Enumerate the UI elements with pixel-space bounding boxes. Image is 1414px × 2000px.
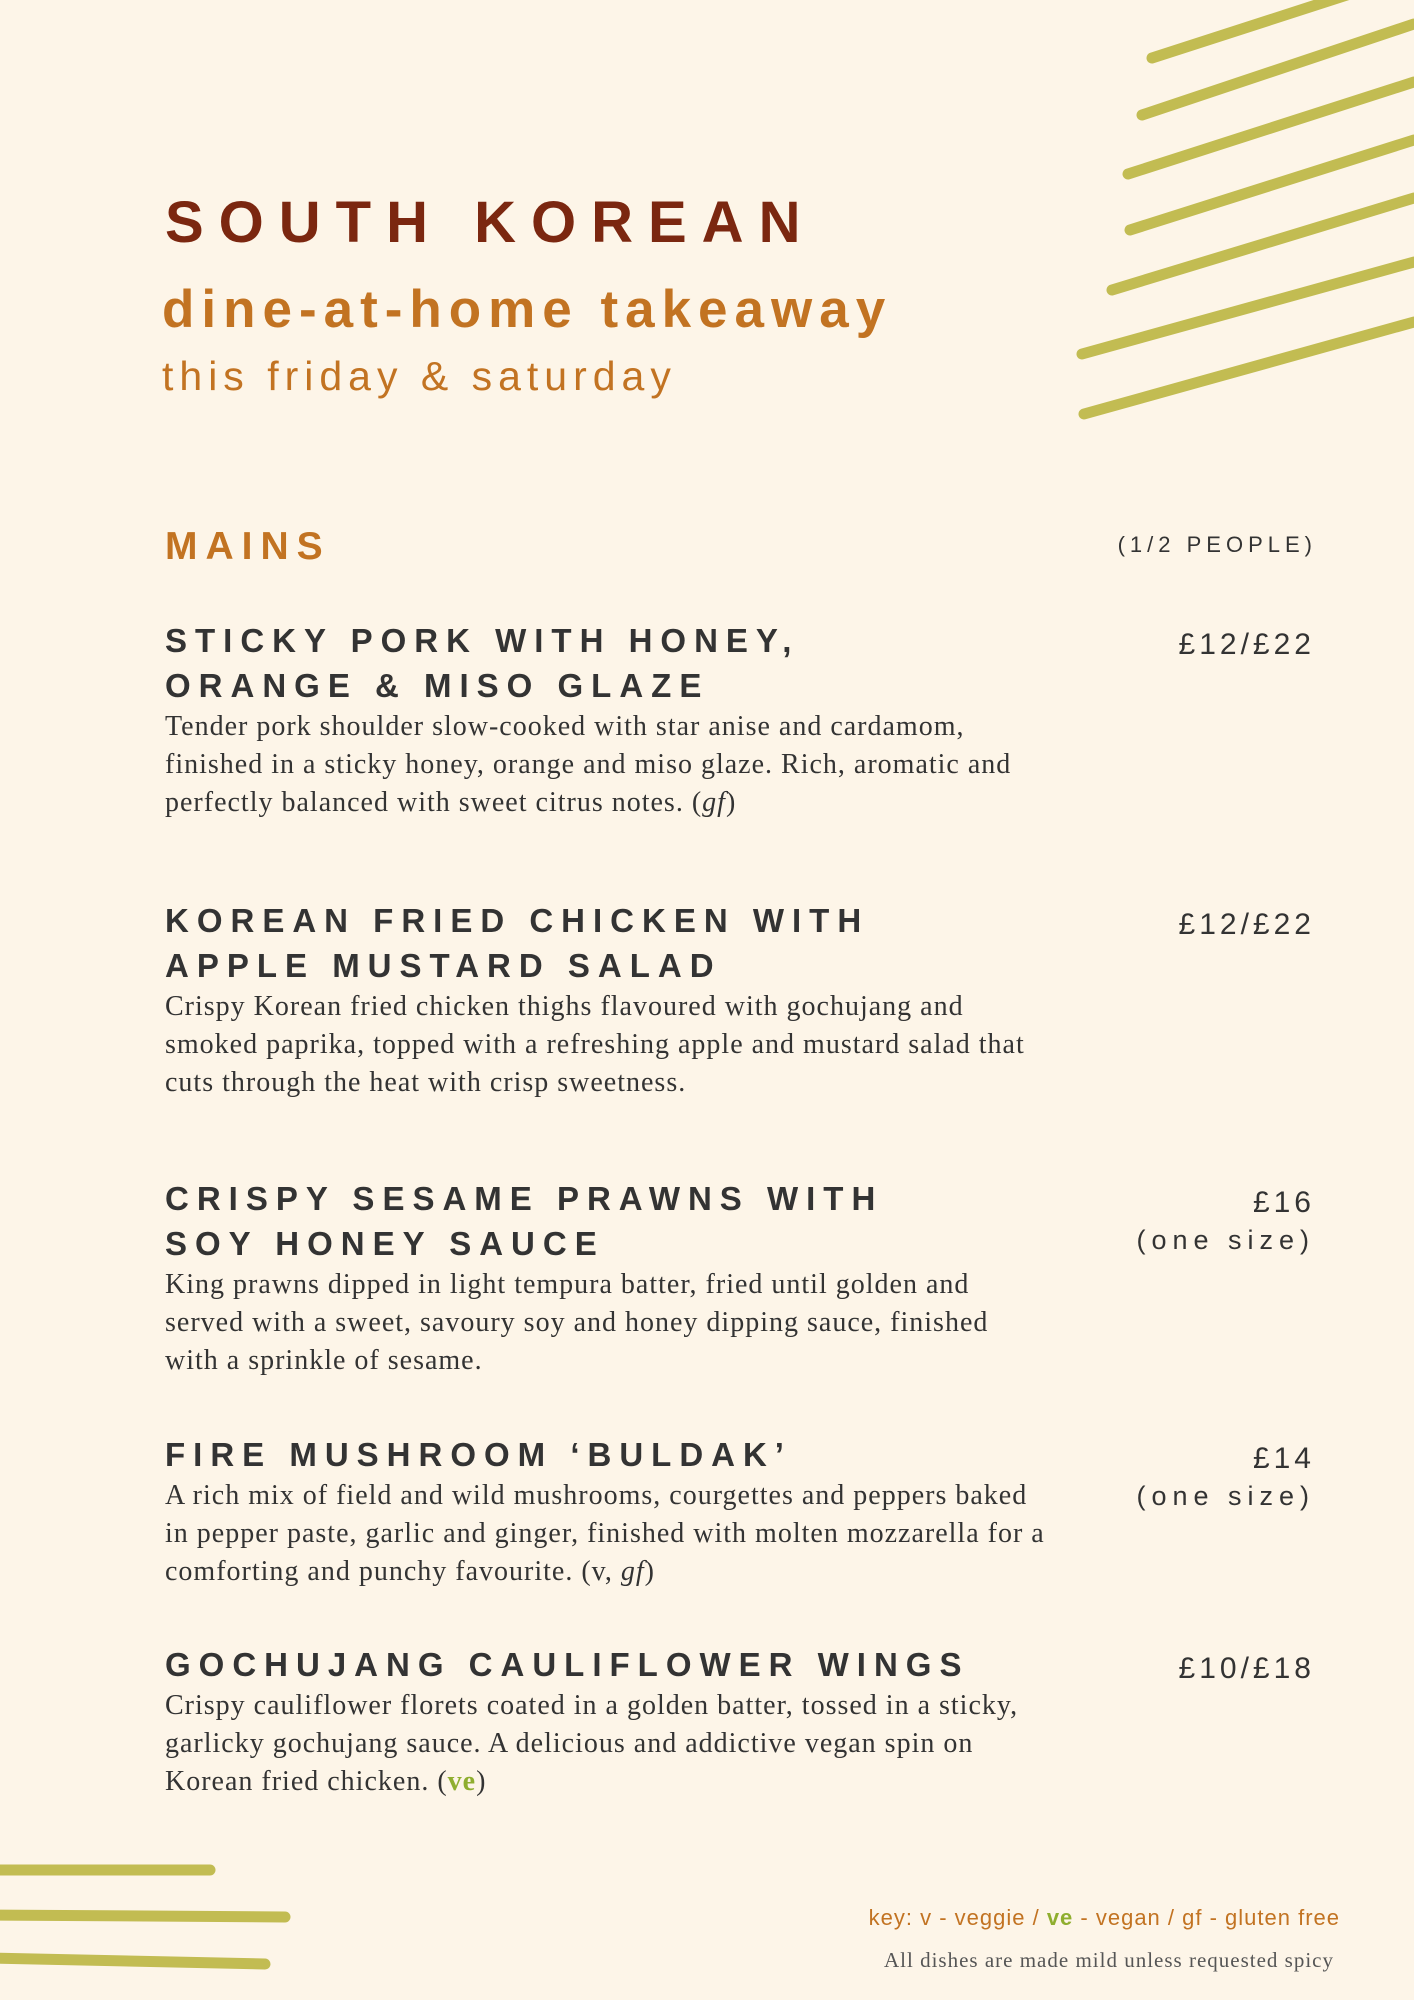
- portion-note: (1/2 PEOPLE): [1117, 532, 1317, 557]
- item-price: £12/£22: [1178, 628, 1315, 661]
- item-price: £12/£22: [1178, 908, 1315, 941]
- item-name: KOREAN FRIED CHICKEN WITH APPLE MUSTARD SALAD: [165, 902, 870, 984]
- gluten-free-tag: gf: [620, 1556, 645, 1587]
- gluten-free-tag: gf: [702, 787, 726, 818]
- bottom-left-stripes: [0, 1870, 285, 1964]
- menu-item: [165, 898, 1315, 1102]
- item-price: £14 (one size): [1136, 1440, 1315, 1514]
- item-price: £16 (one size): [1136, 1184, 1315, 1258]
- item-description: Crispy cauliflower florets coated in a golden batter, tossed in a sticky, garlicky gochujang sauce. A delicious and addictive vegan spin on Korean fried chicken. (ve): [165, 1690, 1019, 1797]
- section-title: MAINS: [165, 525, 331, 568]
- item-description: King prawns dipped in light tempura batter, fried until golden and served with a sweet, savoury soy and honey dipping sauce, finished with a sprinkle of sesame.: [165, 1269, 989, 1376]
- item-description: Tender pork shoulder slow-cooked with star anise and cardamom, finished in a sticky honey, orange and miso glaze. Rich, aromatic and perfectly balanced with sweet citrus notes. (gf): [165, 711, 1012, 818]
- top-right-stripes: [1082, 0, 1414, 414]
- menu-item: [165, 1432, 1315, 1591]
- menu-item: [165, 1642, 1315, 1801]
- item-price: £10/£18: [1178, 1652, 1315, 1685]
- item-size: (one size): [1136, 1481, 1315, 1511]
- spice-note: All dishes are made mild unless requested spicy: [884, 1948, 1334, 1972]
- service-days: this friday & saturday: [162, 353, 677, 399]
- item-description: A rich mix of field and wild mushrooms, courgettes and peppers baked in pepper paste, garlic and ginger, finished with molten mozzarella for a comforting and punchy favourite. (v, gf): [165, 1480, 1045, 1587]
- item-name: FIRE MUSHROOM ‘BULDAK’: [165, 1436, 792, 1473]
- item-name: GOCHUJANG CAULIFLOWER WINGS: [165, 1646, 970, 1683]
- page-title: SOUTH KOREAN: [165, 190, 816, 255]
- item-name: CRISPY SESAME PRAWNS WITH SOY HONEY SAUCE: [165, 1180, 884, 1262]
- page-subtitle: dine-at-home takeaway: [162, 280, 893, 339]
- item-size: (one size): [1136, 1225, 1315, 1255]
- vegan-tag: ve: [447, 1766, 477, 1797]
- item-name: STICKY PORK WITH HONEY, ORANGE & MISO GLAZE: [165, 622, 800, 704]
- item-description: Crispy Korean fried chicken thighs flavoured with gochujang and smoked paprika, topped with a refreshing apple and mustard salad that cuts through the heat with crisp sweetness.: [165, 991, 1025, 1098]
- menu-item: [165, 618, 1315, 822]
- dietary-key: key: v - veggie / ve - vegan / gf - gluten free: [868, 1905, 1340, 1930]
- menu-item: [165, 1176, 1315, 1380]
